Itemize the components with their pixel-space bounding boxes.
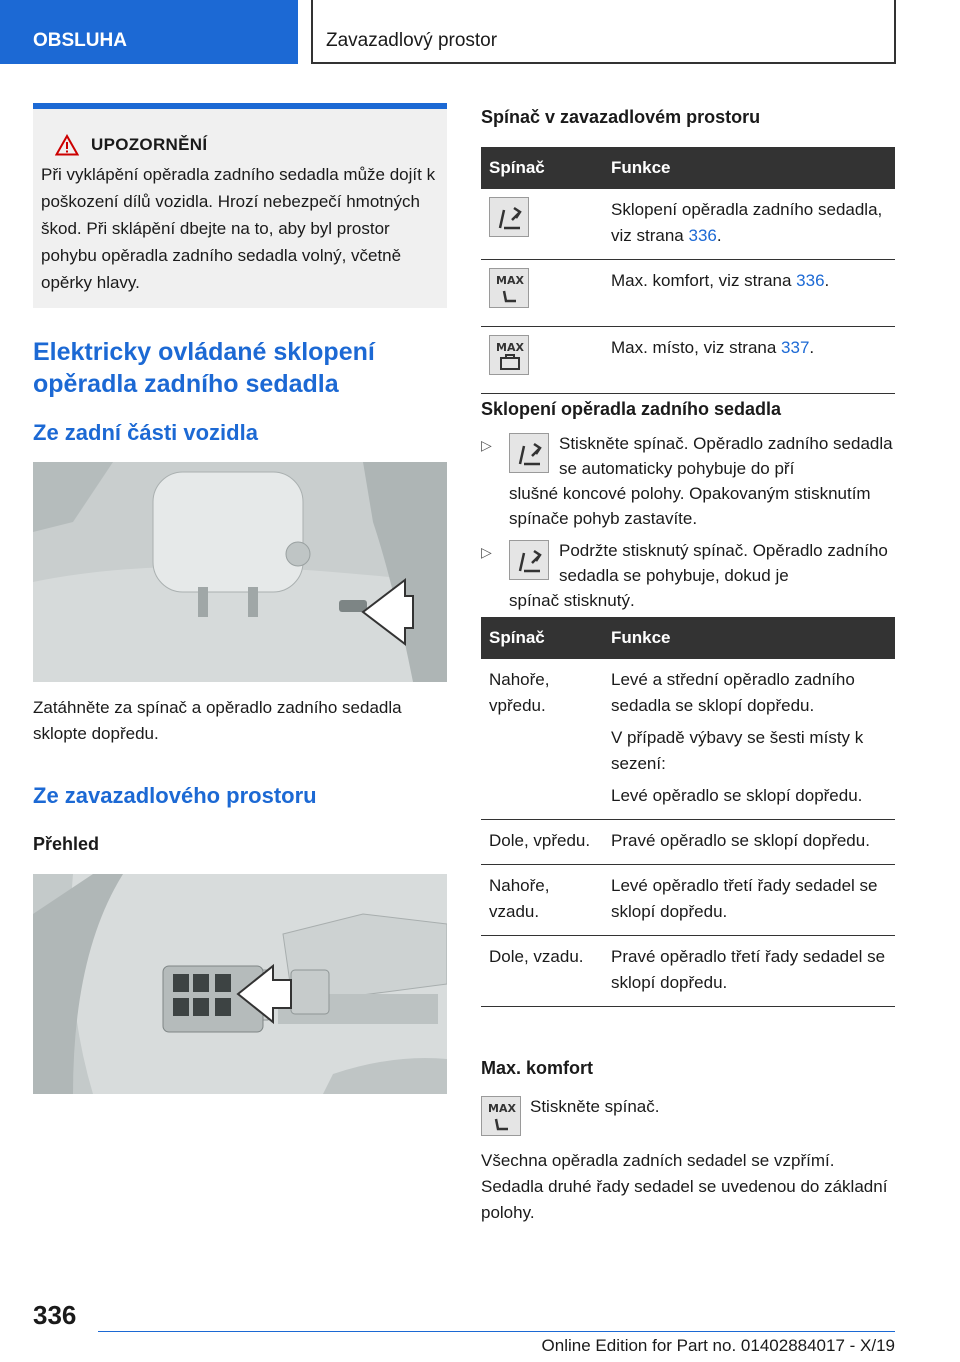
step-2: ▷ Podržte stisknutý spínač. Opěradlo zadního sedadla se pohybuje, dokud je spínač stisknutý. [481, 541, 888, 610]
fold-section-title: Sklopení opěradla zadního sedadla [481, 399, 782, 419]
max-comfort-step: Stiskněte spínač. [530, 1097, 660, 1116]
footer-divider [98, 1331, 895, 1332]
table-cell: Sklopení opěradla zadního sedadla, viz strana 336. [603, 189, 895, 260]
table-row: Nahoře, vzadu. Levé opěradlo třetí řady sedadel se sklopí dopředu. [481, 865, 895, 936]
step-1: ▷ Stiskněte spínač. Opěradlo zadního sedadla se automaticky pohybuje do pří slušné koncové polohy. Opakovaným stisknutím spínače pohyb zastavíte. [481, 434, 893, 528]
seat-fold-icon [509, 540, 549, 580]
footer-edition: Online Edition for Part no. 01402884017 - X/19 [541, 1336, 895, 1355]
table-row [481, 327, 895, 394]
max-comfort-title: Max. komfort [481, 1058, 594, 1078]
svg-text:MAX: MAX [488, 1102, 516, 1115]
table-row: Dole, vzadu. Pravé opěradlo třetí řady sedadel se sklopí dopředu. [481, 936, 895, 1007]
warning-text: Při vyklápění opěradla zadního sedadla může dojít k poškození dílů vozidla. Hrozí nebezpečí hmotných škod. Při sklápění dbejte na to, aby byl prostor pohybu opěradla zadního sedadla volný, včetně opěrky hlavy. [41, 165, 436, 292]
switch-col-header: Spínač [481, 617, 603, 659]
section-tab: OBSLUHA [0, 0, 298, 64]
rear-seat-photo [33, 462, 447, 682]
switch-table [481, 147, 895, 394]
seat-fold-icon [489, 197, 529, 237]
chapter-title: Zavazadlový prostor [312, 0, 896, 64]
main-heading: Elektricky ovládané sklopení opěradla zadního sedadla [33, 338, 375, 398]
overview-heading: Přehled [33, 834, 100, 854]
bullet-triangle-icon: ▷ [481, 437, 492, 453]
warning-icon [55, 134, 79, 156]
page-number: 336 [33, 1300, 77, 1330]
warning-title: UPOZORNĚNÍ [41, 131, 439, 158]
position-table [481, 617, 895, 1007]
page-link[interactable]: 336 [796, 271, 825, 290]
page-link[interactable]: 337 [781, 338, 810, 357]
table-cell: Max. komfort, viz strana 336. [603, 260, 895, 327]
warning-box [33, 103, 447, 308]
switch-section-title: Spínač v zavazadlovém prostoru [481, 107, 761, 127]
function-col-header: Funkce [603, 617, 895, 659]
table-cell: Max. místo, viz strana 337. [603, 327, 895, 394]
svg-text:MAX: MAX [496, 341, 524, 354]
rear-instruction: Zatáhněte za spínač a opěradlo zadního sedadla sklopte dopředu. [33, 698, 402, 743]
seat-fold-icon [509, 433, 549, 473]
bullet-triangle-icon: ▷ [481, 544, 492, 560]
page-link[interactable]: 336 [688, 226, 717, 245]
table-row [481, 189, 895, 260]
switch-col-header: Spínač [481, 147, 603, 189]
function-col-header: Funkce [603, 147, 895, 189]
svg-text:MAX: MAX [496, 274, 524, 287]
table-row [481, 260, 895, 327]
table-row: Dole, vpředu. Pravé opěradlo se sklopí dopředu. [481, 820, 895, 865]
max-comfort-icon [481, 1096, 521, 1136]
trunk-switch-photo [33, 874, 447, 1094]
max-comfort-description: Všechna opěradla zadních sedadel se vzpřímí. Sedadla druhé řady sedadel se uvedenou do základní polohy. [481, 1151, 888, 1222]
subheading-rear: Ze zadní části vozidla [33, 420, 258, 445]
table-row: Nahoře, vpředu. Levé a střední opěradlo zadního sedadla se sklopí dopředu. V případě výbavy se šesti místy k sezení: Levé opěradlo se sklopí dopředu. [481, 659, 895, 820]
max-space-icon [489, 335, 529, 375]
subheading-trunk: Ze zavazadlového prostoru [33, 783, 317, 808]
max-comfort-icon [489, 268, 529, 308]
